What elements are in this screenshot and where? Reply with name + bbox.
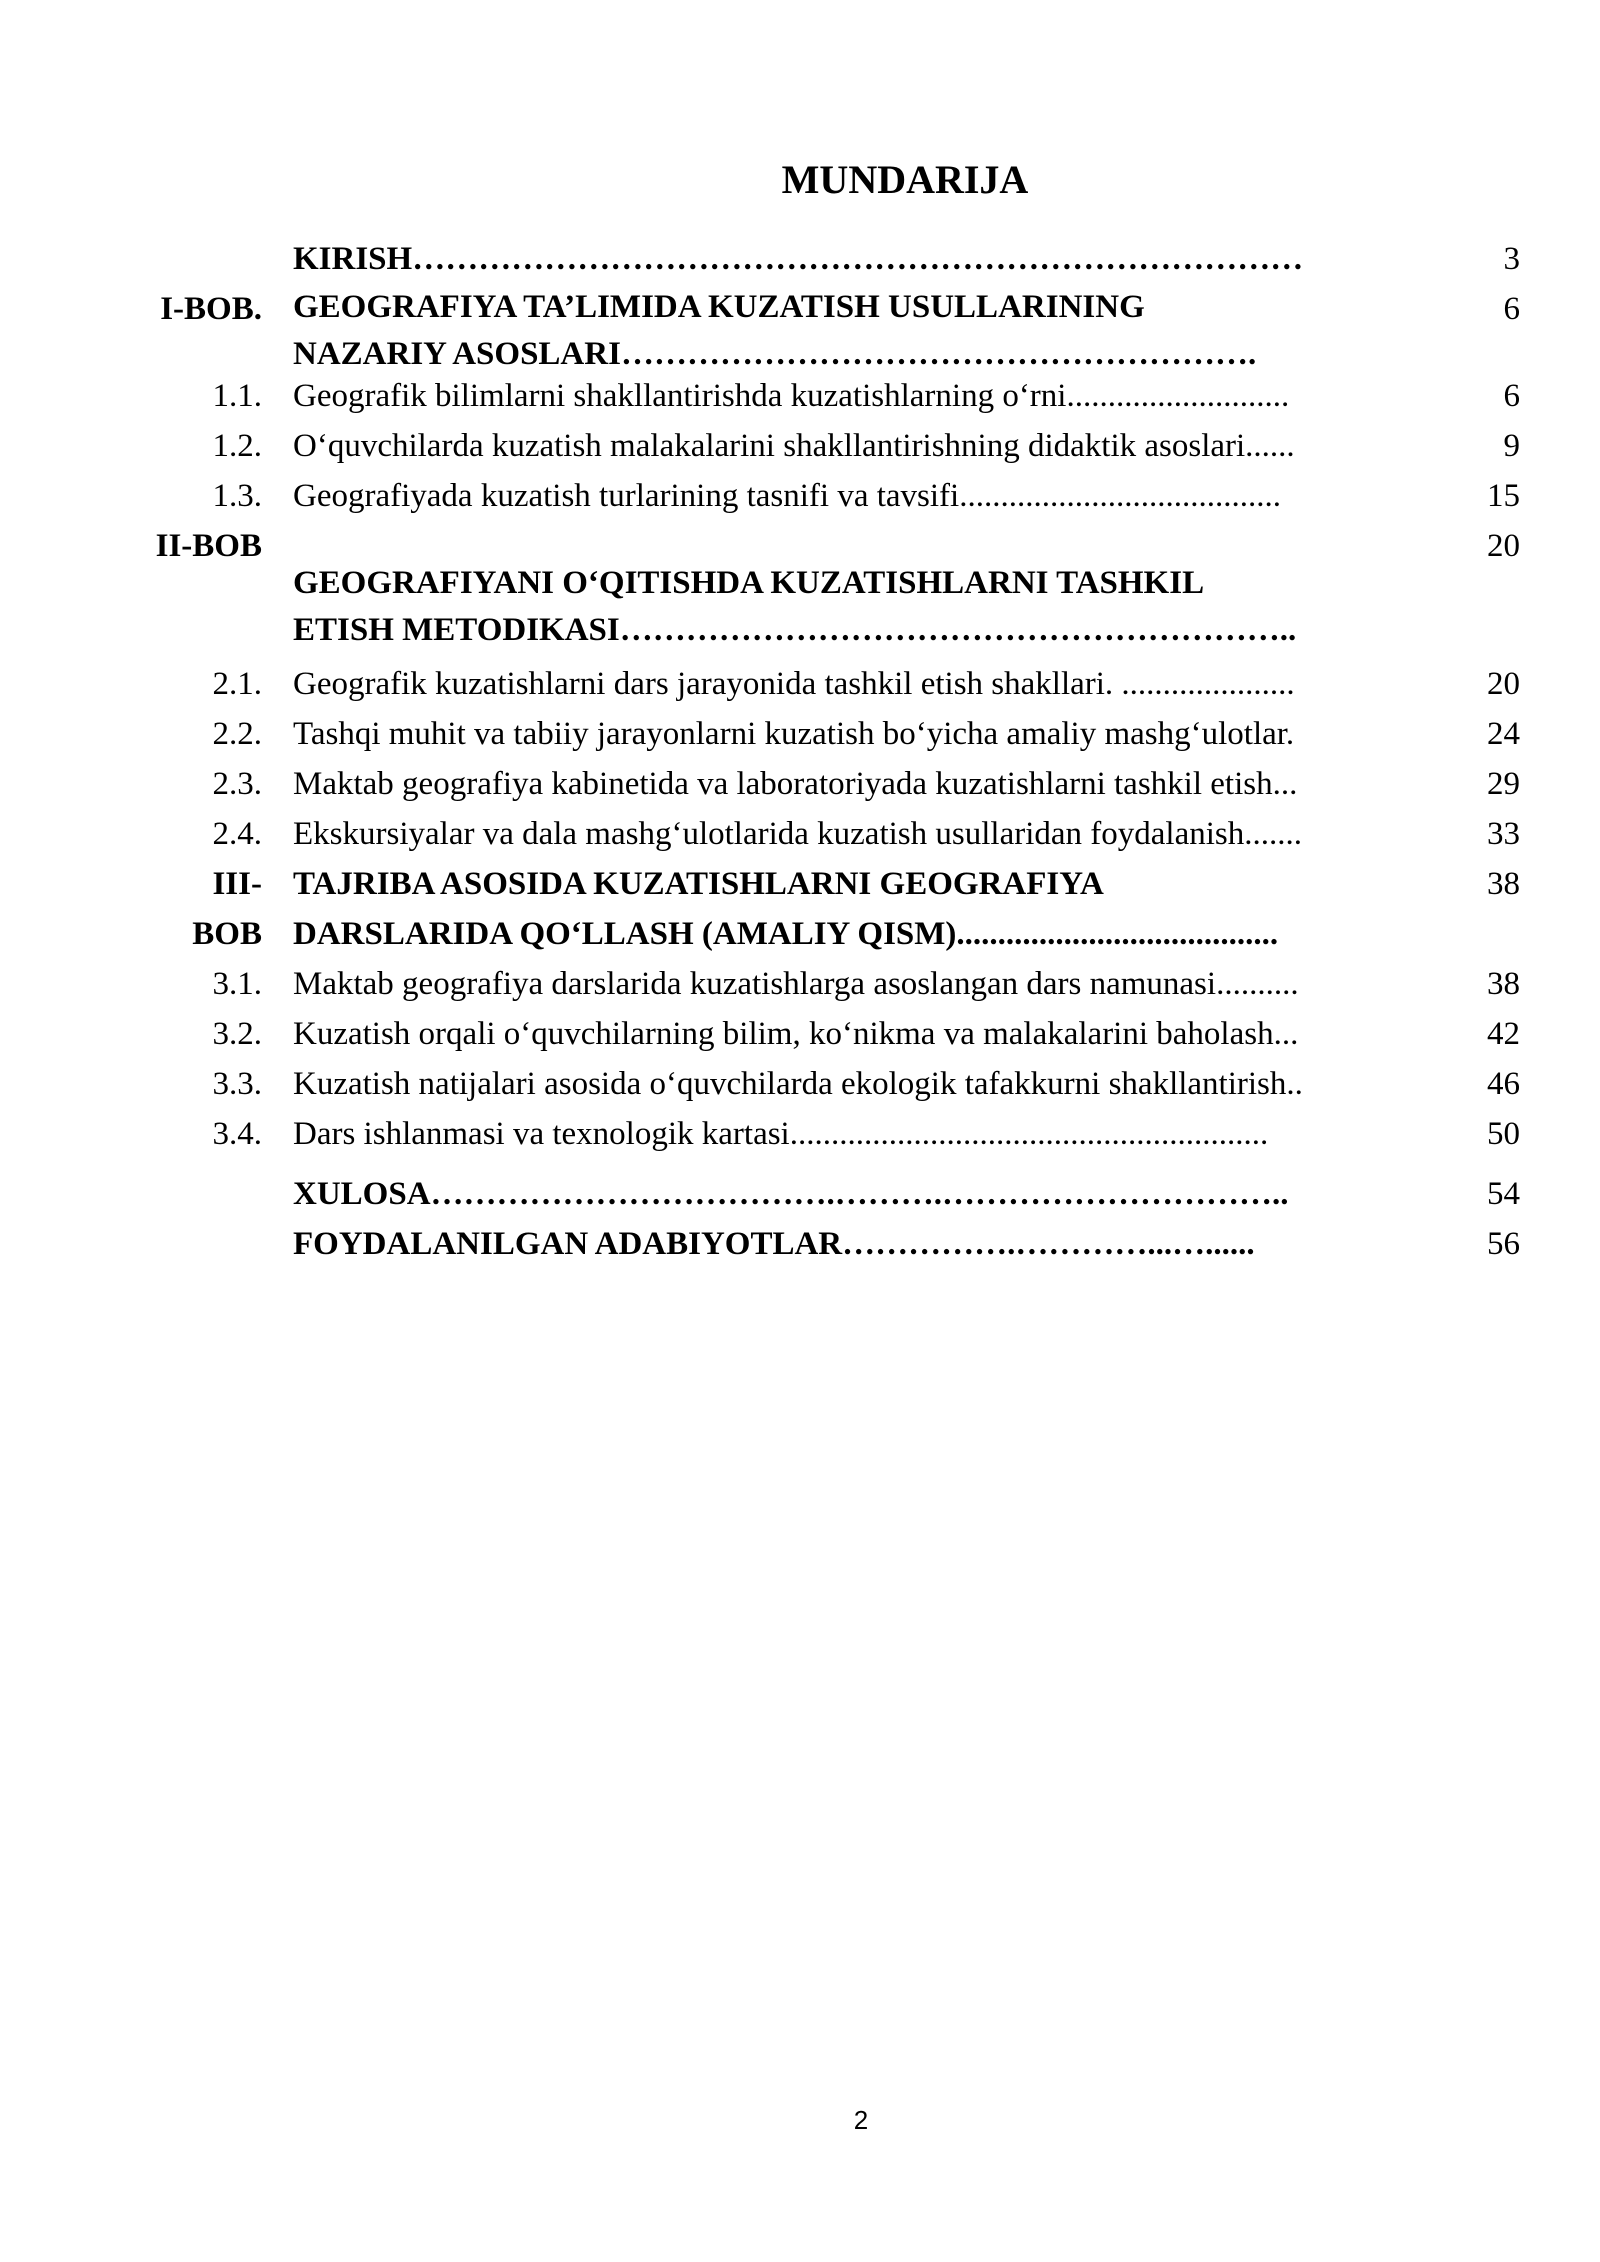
toc-entry-page: 15 (1487, 478, 1520, 514)
toc-entry-page: 42 (1487, 1016, 1520, 1052)
toc-entry-number: II-BOB (155, 528, 262, 564)
toc-entry-page: 33 (1487, 816, 1520, 852)
toc-entry-page: 54 (1487, 1176, 1520, 1212)
toc-entry-number: 3.4. (212, 1116, 262, 1152)
toc-entry-title: Maktab geografiya darslarida kuzatishlarga asoslangan dars namunasi.......... (293, 966, 1299, 1002)
toc-entry-page: 24 (1487, 716, 1520, 752)
toc-entry-number: 2.2. (212, 716, 262, 752)
toc-entry-number: 1.2. (212, 428, 262, 464)
toc-entry-page: 20 (1487, 528, 1520, 564)
toc-entry-page: 38 (1487, 966, 1520, 1002)
toc-entry-title: Dars ishlanmasi va texnologik kartasi.......................................................... (293, 1116, 1269, 1152)
toc-entry-title: TAJRIBA ASOSIDA KUZATISHLARNI GEOGRAFIYA DARSLARIDA QO‘LLASH (AMALIY QISM)....................................... (293, 866, 1279, 952)
toc-entry-page: 50 (1487, 1116, 1520, 1152)
toc-entry-page: 29 (1487, 766, 1520, 802)
toc-entry-number: 2.3. (212, 766, 262, 802)
toc-entry-page: 38 (1487, 866, 1520, 902)
toc-entry-title: GEOGRAFIYA TA’LIMIDA KUZATISH USULLARINING NAZARIY ASOSLARI…………………………………………………. (293, 289, 1257, 372)
toc-entry-page: 56 (1487, 1226, 1520, 1262)
page-number: 2 (853, 2105, 869, 2135)
toc-entry-number: 3.3. (212, 1066, 262, 1102)
toc-entry-number: 1.1. (212, 378, 262, 414)
toc-entry-number: III- BOB (192, 866, 262, 952)
page-title: MUNDARIJA (781, 157, 1029, 202)
toc-entry-number: 2.1. (212, 666, 262, 702)
toc-entry-number: I-BOB. (160, 291, 262, 327)
toc-entry-title: FOYDALANILGAN ADABIYOTLAR…………….…………...…...... (293, 1226, 1255, 1262)
toc-entry-title: Geografik bilimlarni shakllantirishda kuzatishlarning o‘rni........................... (293, 378, 1290, 414)
toc-entry-title: Tashqi muhit va tabiiy jarayonlarni kuzatish bo‘yicha amaliy mashg‘ulotlar. (293, 716, 1295, 752)
toc-entry-title: Geografiyada kuzatish turlarining tasnifi va tavsifi....................................... (293, 478, 1281, 514)
toc-entry-number: 3.1. (212, 966, 262, 1002)
toc-entry-title: KIRISH……………………………………………………………………… (293, 241, 1304, 277)
toc-entry-page: 3 (1503, 241, 1520, 277)
toc-entry-title: O‘quvchilarda kuzatish malakalarini shakllantirishning didaktik asoslari...... (293, 428, 1295, 464)
toc-entry-number: 3.2. (212, 1016, 262, 1052)
toc-entry-title: Kuzatish orqali o‘quvchilarning bilim, ko‘nikma va malakalarini baholash... (293, 1016, 1299, 1052)
toc-entry-title: Ekskursiyalar va dala mashg‘ulotlarida kuzatish usullaridan foydalanish....... (293, 816, 1302, 852)
toc-entry-page: 6 (1503, 378, 1520, 414)
toc-entry-number: 2.4. (212, 816, 262, 852)
toc-entry-number: 1.3. (212, 478, 262, 514)
toc-entry-title: Geografik kuzatishlarni dars jarayonida tashkil etish shakllari. ..................... (293, 666, 1295, 702)
toc-entry-title: XULOSA……………………………….……….………………………….. (293, 1176, 1289, 1212)
toc-entry-title: Maktab geografiya kabinetida va laboratoriyada kuzatishlarni tashkil etish... (293, 766, 1298, 802)
toc-entry-page: 9 (1503, 428, 1520, 464)
toc-entry-title: GEOGRAFIYANI O‘QITISHDA KUZATISHLARNI TASHKIL ETISH METODIKASI…………………………………………………….. (293, 565, 1297, 648)
toc-entry-page: 20 (1487, 666, 1520, 702)
toc-entry-title: Kuzatish natijalari asosida o‘quvchilarda ekologik tafakkurni shakllantirish.. (293, 1066, 1303, 1102)
toc-entry-page: 6 (1503, 291, 1520, 327)
toc-entry-page: 46 (1487, 1066, 1520, 1102)
